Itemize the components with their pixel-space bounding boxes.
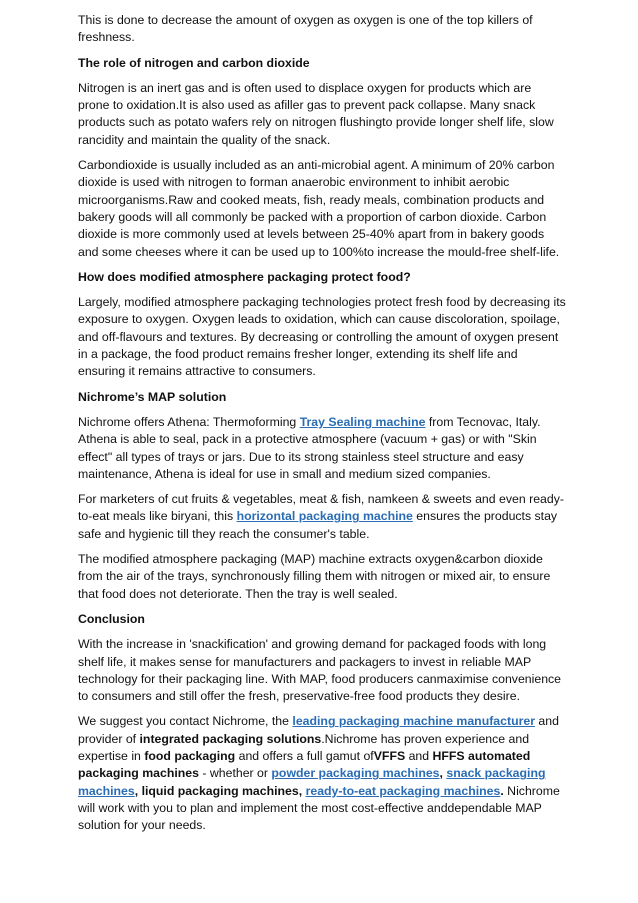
text-run: and provider of <box>78 714 559 746</box>
paragraph-athena <box>78 414 566 483</box>
link-leading-manufacturer[interactable]: leading packaging machine manufacturer <box>292 714 535 729</box>
paragraph-nitrogen: Nitrogen is an inert gas and is often used to displace oxygen for products which are prone to oxidation.It is also used as afiller gas to prevent pack collapse. Many snack products such as potato wafers rely on nitrogen flushingto provide longer shelf life, slow rancidity and maintain the quality of the snack. <box>78 80 554 147</box>
bold-period: . <box>500 783 504 798</box>
bold-vffs: VFFS <box>373 748 406 763</box>
link-horizontal-packaging-machine[interactable]: horizontal packaging machine <box>236 509 413 524</box>
paragraph-oxygen-intro: This is done to decrease the amount of oxygen as oxygen is one of the top killers of freshness. <box>78 13 533 45</box>
bold-comma: , <box>439 766 443 781</box>
link-powder-packaging-machines[interactable]: powder packaging machines <box>271 766 440 781</box>
heading-how-map-protects: How does modified atmosphere packaging protect food? <box>78 269 411 284</box>
text-run: and <box>405 748 433 763</box>
text-run: Nichrome will work with you to plan and implement the most cost-effective anddependable MAP solution for your needs. <box>78 783 560 833</box>
text-run: - whether or <box>198 766 272 781</box>
paragraph-map-machine: The modified atmosphere packaging (MAP) machine extracts oxygen&carbon dioxide from the air of the trays, synchronously filling them with nitrogen or mixed air, to ensure that food does not deteriorate. Then the tray is well sealed. <box>78 552 551 601</box>
text-run: from Tecnovac, Italy. Athena is able to seal, pack in a protective atmosphere (vacuum + gas) or with "Skin effect" all types of trays or jars. Due to its strong stainless steel structure and easy maintenance, Athena is ideal for use in small and medium sized companies. <box>78 414 541 481</box>
text-run: and offers a full gamut of <box>235 748 374 763</box>
bold-food-packaging: food packaging <box>144 748 236 763</box>
text-run: We suggest you contact Nichrome, the <box>78 714 293 729</box>
paragraph-carbon-dioxide: Carbondioxide is usually included as an anti-microbial agent. A minimum of 20% carbon dioxide is used with nitrogen to forman anaerobic environment to inhibit aerobic microorganisms.Raw and cooked meats, fish, ready meals, combination products and bakery goods will all commonly be packed with a proportion of carbon dioxide. Carbon dioxide is more commonly used at levels between 25-40% apart from in bakery goods and some cheeses where it can be used up to 100%to increase the mould-free shelf-life. <box>78 158 560 259</box>
text-run: For marketers of cut fruits & vegetables, meat & fish, namkeen & sweets and even ready-to-eat meals like biryani, this <box>78 492 564 524</box>
paragraph-map-protection: Largely, modified atmosphere packaging technologies protect fresh food by decreasing its exposure to oxygen. Oxygen leads to oxidation, which can cause discoloration, spoilage, and off-flavours and textures. By decreasing or controlling the amount of oxygen present in a package, the food product remains fresher longer, extending its shelf life and ensuring it remains attractive to consumers. <box>78 295 566 379</box>
paragraph-horizontal-machine <box>78 491 566 543</box>
heading-role-of-gases: The role of nitrogen and carbon dioxide <box>78 55 310 70</box>
bold-liquid-packaging: , liquid packaging machines, <box>134 783 303 798</box>
link-snack-packaging-machines[interactable]: snack packaging machines <box>78 766 546 798</box>
heading-map-solution: Nichrome’s MAP solution <box>78 389 227 404</box>
paragraph-conclusion: With the increase in 'snackification' and growing demand for packaged foods with long shelf life, it makes sense for manufacturers and packagers to invest in reliable MAP technology for their packaging line. With MAP, food producers canmaximise convenience to consumers and still offer the fresh, preservative-free food products they desire. <box>78 637 562 704</box>
text-run: ensures the products stay safe and hygienic till they reach the consumer's table. <box>78 509 558 541</box>
paragraph-contact-nichrome <box>78 713 566 834</box>
bold-hffs-machines: HFFS automated packaging machines <box>78 748 531 781</box>
document-page <box>78 12 566 842</box>
text-run: Nichrome offers Athena: Thermoforming <box>78 414 300 429</box>
text-run: .Nichrome has proven experience and expertise in <box>78 731 530 763</box>
link-ready-to-eat-machines[interactable]: ready-to-eat packaging machines <box>305 783 501 798</box>
heading-conclusion: Conclusion <box>78 611 145 626</box>
link-tray-sealing-machine[interactable]: Tray Sealing machine <box>299 414 426 429</box>
bold-integrated-solutions: integrated packaging solutions <box>139 731 322 746</box>
